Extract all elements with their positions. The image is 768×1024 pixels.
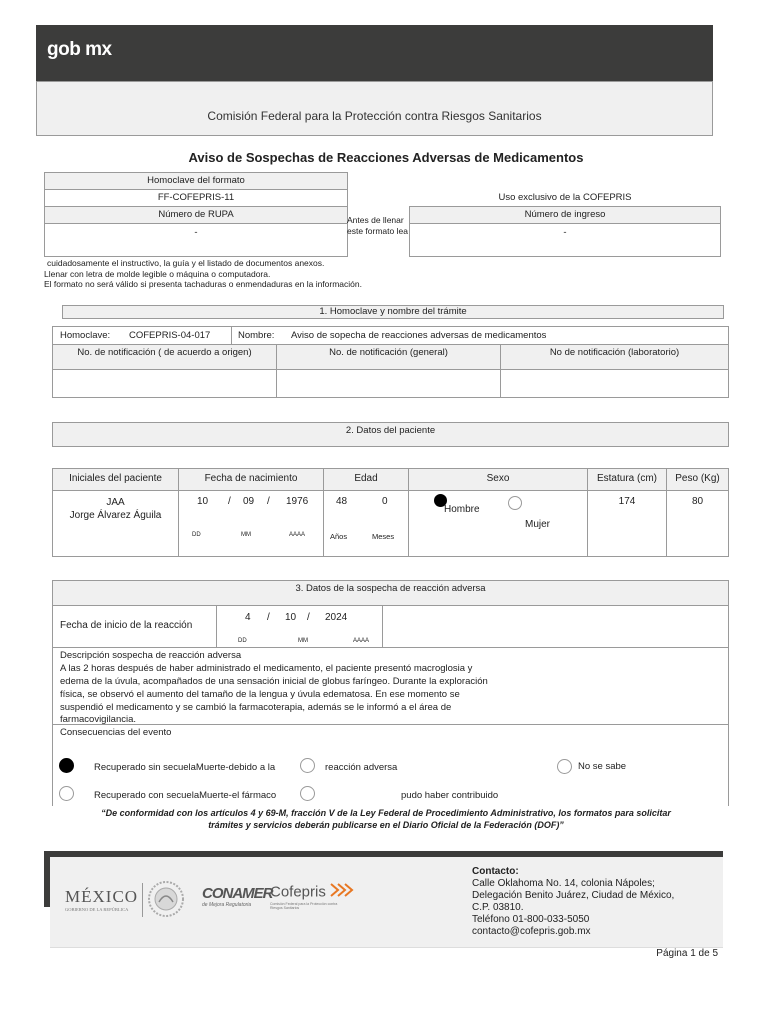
birth-sep-1: /: [228, 496, 231, 507]
section3-header: 3. Datos de la sospecha de reacción adversa: [52, 580, 729, 606]
start-date-label-cell: [52, 605, 217, 648]
mexico-logo-subtitle: GOBIERNO DE LA REPÚBLICA: [65, 907, 129, 912]
national-seal-icon: [147, 880, 185, 918]
instruction-3: El formato no será válido si presenta tachaduras o enmendaduras en la información.: [44, 279, 362, 289]
section1-header: 1. Homoclave y nombre del trámite: [62, 305, 724, 319]
female-radio[interactable]: [508, 496, 522, 510]
consequences-cell: [52, 724, 729, 806]
mexico-logo: [65, 887, 138, 912]
contact-postal-code: C.P. 03810.: [472, 902, 524, 913]
contact-phone: Teléfono 01-800-033-5050: [472, 914, 590, 925]
sex-cell: [408, 490, 588, 557]
height-cell[interactable]: [587, 490, 667, 557]
birth-day: 10: [197, 496, 209, 507]
height-value: 174: [618, 496, 636, 507]
start-day: 4: [245, 612, 251, 623]
description-line-2: edema de la úvula, acompañados de una sensación inicial de globus faríngeo. Durante la exploración: [60, 676, 488, 687]
homoclave-field-value: COFEPRIS-04-017: [129, 330, 211, 341]
initials-header: Iniciales del paciente: [52, 468, 179, 491]
male-label: Hombre: [444, 504, 480, 515]
description-line-3: física, se observó el aumento del tamaño de la lengua y úvula edematosa. En ese momento se: [60, 689, 460, 700]
recovered-sequel-radio[interactable]: [59, 786, 74, 801]
unknown-radio[interactable]: [557, 759, 572, 774]
section1-nombre-cell: [231, 326, 729, 345]
conamer-logo: [202, 885, 273, 908]
form-title: Aviso de Sospechas de Reacciones Adversas de Medicamentos: [188, 150, 584, 165]
age-cell[interactable]: [323, 490, 409, 557]
contact-block: [472, 866, 674, 938]
homoclave-value: FF-COFEPRIS-11: [44, 189, 348, 207]
birth-yyyy-label: AAAA: [289, 532, 306, 538]
birth-year: 1976: [286, 496, 309, 507]
weight-header: Peso (Kg): [666, 468, 729, 491]
contact-address-1: Calle Oklahoma No. 14, colonia Nápoles;: [472, 878, 655, 889]
legal-note-line-1: “De conformidad con los artículos 4 y 69-M, fracción V de la Ley Federal de Procedimiento Administrativo, los formatos para solicitar: [101, 808, 671, 818]
agency-banner: [36, 81, 713, 136]
notif-lab-header: No de notificación (laboratorio): [500, 344, 729, 370]
birth-cell[interactable]: [178, 490, 324, 557]
conamer-logo-subtitle: de Mejora Regulatoria: [202, 902, 252, 908]
option-recovered-no-sequel: Recuperado sin secuelaMuerte-debido a la: [94, 762, 276, 773]
section2-header: 2. Datos del paciente: [52, 422, 729, 447]
agency-name: Comisión Federal para la Protección contra Riesgos Sanitarios: [207, 109, 542, 123]
age-header: Edad: [323, 468, 409, 491]
start-yyyy-label: AAAA: [353, 638, 370, 644]
nombre-field-value: Aviso de sopecha de reacciones adversas de medicamentos: [291, 330, 547, 341]
instruction-2: Llenar con letra de molde legible o máquina o computadora.: [44, 269, 271, 279]
side-note: Antes de llenar este formato lea: [347, 215, 408, 236]
patient-full-name: Jorge Álvarez Águila: [69, 510, 162, 521]
notif-origin-header: No. de notificación ( de acuerdo a origen): [52, 344, 277, 370]
nombre-field-label: Nombre:: [238, 330, 275, 341]
contact-email[interactable]: contacto@cofepris.gob.mx: [472, 926, 591, 937]
rupa-label: Número de RUPA: [44, 206, 348, 224]
consequences-label: Consecuencias del evento: [60, 727, 172, 738]
option-recovered-sequel: Recuperado con secuelaMuerte-el fármaco: [94, 790, 277, 801]
drug-contributed-radio[interactable]: [300, 786, 315, 801]
recovered-no-sequel-radio[interactable]: [59, 758, 74, 773]
option-drug-contributed: pudo haber contribuido: [401, 790, 499, 801]
rupa-value-field[interactable]: -: [44, 223, 348, 257]
start-sep-1: /: [267, 612, 270, 623]
weight-cell[interactable]: [666, 490, 729, 557]
page-number: Página 1 de 5: [656, 948, 718, 959]
initials-cell[interactable]: [52, 490, 179, 557]
birth-dd-label: DD: [192, 532, 201, 538]
homoclave-field-label: Homoclave:: [60, 330, 111, 341]
notif-general-header: No. de notificación (general): [276, 344, 501, 370]
homoclave-label: Homoclave del formato: [44, 172, 348, 190]
legal-note-line-2: trámites y servicios deberán publicarse en el Diario Oficial de la Federación (DOF)”: [208, 820, 564, 830]
section1-homoclave-cell: [52, 326, 232, 345]
death-reaction-radio[interactable]: [300, 758, 315, 773]
age-months: 0: [382, 496, 388, 507]
age-years-label: Años: [330, 532, 348, 541]
start-mm-label: MM: [298, 638, 308, 644]
cofepris-logo: [270, 883, 354, 910]
start-dd-label: DD: [238, 638, 247, 644]
notif-lab-field[interactable]: [500, 369, 729, 398]
age-years: 48: [336, 496, 348, 507]
header-bar: [36, 25, 713, 81]
height-header: Estatura (cm): [587, 468, 667, 491]
footer-divider: [142, 883, 143, 917]
female-label: Mujer: [525, 519, 551, 530]
option-unknown: No se sabe: [578, 761, 627, 772]
description-line-5: farmacovigilancia.: [60, 714, 137, 725]
start-sep-2: /: [307, 612, 310, 623]
cofepris-arrow-icon: [330, 883, 354, 902]
weight-value: 80: [691, 496, 704, 507]
mexico-logo-text: MÉXICO: [65, 887, 139, 906]
birth-header: Fecha de nacimiento: [178, 468, 324, 491]
contact-title: Contacto:: [472, 866, 519, 877]
exclusive-label: Uso exclusivo de la COFEPRIS: [498, 192, 632, 203]
conamer-logo-text: CONAMER: [202, 885, 273, 902]
sex-header: Sexo: [408, 468, 588, 491]
birth-sep-2: /: [267, 496, 270, 507]
description-line-4: suspendió el medicamento y se cambió la farmacoterapia, además se le informó a el área de: [60, 702, 452, 713]
ingreso-value-field[interactable]: -: [409, 223, 721, 257]
start-date-filler: [382, 605, 729, 648]
start-month: 10: [285, 612, 297, 623]
birth-mm-label: MM: [241, 532, 251, 538]
notif-origin-field[interactable]: [52, 369, 277, 398]
contact-address-2: Delegación Benito Juárez, Ciudad de México,: [472, 890, 675, 901]
description-label: Descripción sospecha de reacción adversa: [60, 650, 242, 661]
instruction-1: cuidadosamente el instructivo, la guía y el listado de documentos anexos.: [47, 258, 325, 268]
start-date-cell[interactable]: [216, 605, 383, 648]
gobmx-logo[interactable]: gob mx: [47, 39, 112, 60]
start-date-label: Fecha de inicio de la reacción: [60, 620, 193, 631]
cofepris-logo-text: Cofepris: [270, 883, 326, 901]
age-months-label: Meses: [372, 532, 395, 541]
birth-month: 09: [243, 496, 255, 507]
notif-general-field[interactable]: [276, 369, 501, 398]
cofepris-logo-subtitle: Comisión Federal para la Protección contra Riesgos Sanitarios: [270, 902, 338, 910]
description-cell[interactable]: [52, 647, 729, 725]
patient-initials: JAA: [106, 497, 125, 508]
description-line-1: A las 2 horas después de haber administrado el medicamento, el paciente presentó macroglosia y: [60, 663, 473, 674]
footer-panel: [50, 857, 723, 948]
start-year: 2024: [325, 612, 348, 623]
ingreso-label: Número de ingreso: [409, 206, 721, 224]
option-death-reaction: reacción adversa: [325, 762, 398, 773]
